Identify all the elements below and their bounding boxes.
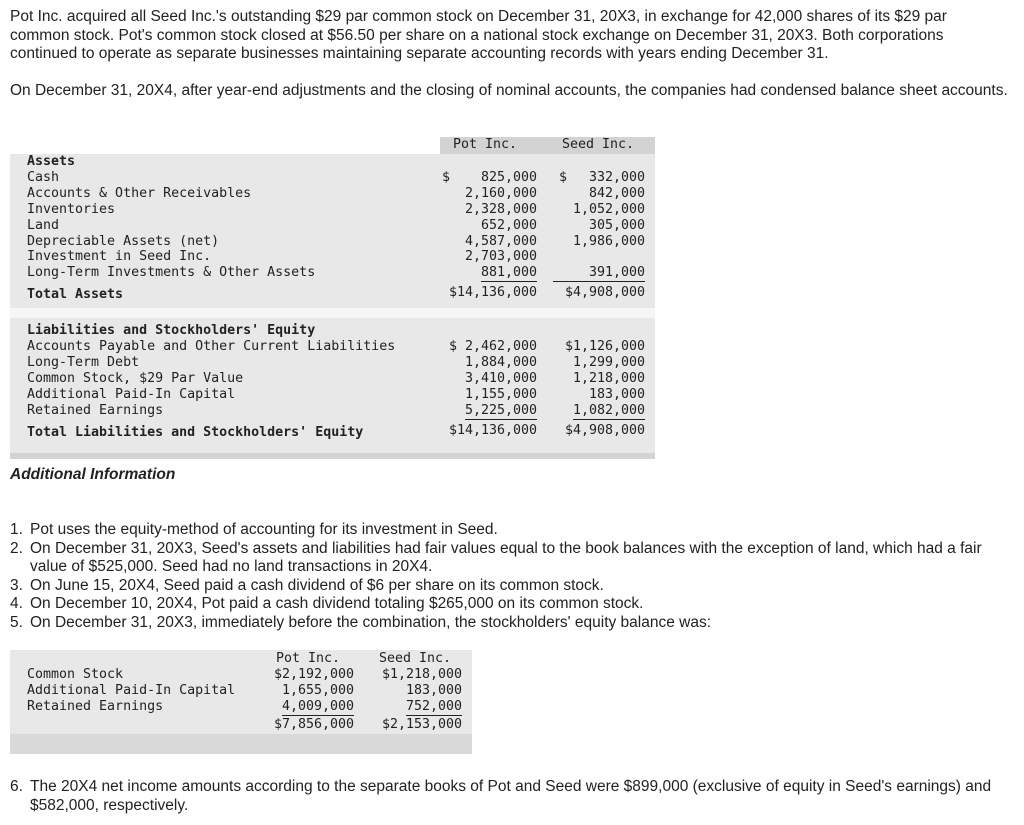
seed-value: 183,000: [405, 683, 462, 698]
pot-value: 2,160,000: [464, 186, 537, 201]
total-assets-label: Total Assets: [27, 287, 124, 302]
pot-value: 652,000: [480, 218, 537, 233]
row-label: Depreciable Assets (net): [27, 234, 220, 249]
total-liab-seed: $4,908,000: [564, 423, 645, 438]
pot-value: $ 2,462,000: [448, 339, 537, 354]
pot-value: 825,000: [480, 170, 537, 185]
list-item: 3. On June 15, 20X4, Seed paid a cash dividend of $6 per share on its common stock.: [10, 576, 604, 594]
pot-value: 4,009,000: [281, 699, 354, 714]
equity-table: [10, 650, 472, 754]
total-liab-label: Total Liabilities and Stockholders' Equity: [27, 425, 364, 440]
intro-paragraph-1: Pot Inc. acquired all Seed Inc.'s outstanding $29 par common stock on December 31, 20X3, in exchange for 42,000 shares of its $29 par common stock. Pot's common stock closed at $56.50 per share on a national stock exchange on December 31, 20X3. Both corporations continued to operate as separate businesses maintaining separate accounting records with years ending December 31.: [10, 8, 947, 62]
row-label: Investment in Seed Inc.: [27, 249, 212, 264]
seed-value: 183,000: [588, 387, 645, 402]
list-item: 5. On December 31, 20X3, immediately before the combination, the stockholders' equity balance was:: [10, 613, 712, 631]
seed-value: 1,052,000: [572, 202, 645, 217]
pot-value: 2,328,000: [464, 202, 537, 217]
seed-value: 1,218,000: [572, 371, 645, 386]
seed-value: 1,082,000: [572, 403, 645, 418]
row-label: Land: [27, 218, 60, 233]
total-assets-pot: $14,136,000: [448, 285, 537, 300]
dollar-sign: $: [559, 170, 568, 185]
row-label: Retained Earnings: [27, 699, 164, 714]
row-label: Additional Paid-In Capital: [27, 387, 236, 402]
seed-value: 1,986,000: [572, 234, 645, 249]
row-label: Retained Earnings: [27, 403, 164, 418]
total-liab-pot: $14,136,000: [448, 423, 537, 438]
seed-value: 1,299,000: [572, 355, 645, 370]
seed-value: 391,000: [553, 265, 645, 282]
liabilities-heading: Liabilities and Stockholders' Equity: [27, 323, 316, 338]
pot-value: 3,410,000: [464, 371, 537, 386]
row-label: Inventories: [27, 202, 116, 217]
pot-value: 1,655,000: [281, 683, 354, 698]
total-assets-seed: $4,908,000: [564, 285, 645, 300]
balance-sheet-table: [10, 137, 655, 459]
assets-heading: Assets: [27, 154, 76, 169]
row-label: Long-Term Debt: [27, 355, 140, 370]
total-seed: $2,153,000: [381, 717, 462, 732]
row-label: Common Stock: [27, 667, 124, 682]
seed-value: $1,218,000: [381, 667, 462, 682]
list-item: 1. Pot uses the equity-method of accounting for its investment in Seed.: [10, 521, 498, 538]
pot-value: 881,000: [480, 265, 537, 280]
pot-value: 1,884,000: [464, 355, 537, 370]
col-header-pot: Pot Inc.: [453, 137, 518, 152]
row-label: Additional Paid-In Capital: [27, 683, 236, 698]
list-item: 4. On December 10, 20X4, Pot paid a cash dividend totaling $265,000 on its common stock.: [10, 595, 644, 612]
pot-value: 2,703,000: [464, 249, 537, 264]
list-item: 2. On December 31, 20X3, Seed's assets and liabilities had fair values equal to the book balances with the exception of land, which had a fair value of $525,000. Seed had no land transactions in 20X4.: [10, 539, 982, 575]
row-label: Accounts Payable and Other Current Liabilities: [27, 339, 396, 354]
pot-value: 4,587,000: [464, 234, 537, 249]
col-header-seed: Seed Inc.: [379, 651, 452, 666]
dollar-sign: $: [442, 170, 451, 185]
row-label: Long-Term Investments & Other Assets: [27, 265, 316, 280]
seed-value: 332,000: [588, 170, 645, 185]
seed-value: 842,000: [588, 186, 645, 201]
col-header-seed: Seed Inc.: [562, 137, 635, 152]
total-pot: $7,856,000: [273, 717, 354, 732]
pot-value: 5,225,000: [464, 403, 537, 418]
row-label: Accounts & Other Receivables: [27, 186, 252, 201]
row-label: Cash: [27, 170, 60, 185]
row-label: Common Stock, $29 Par Value: [27, 371, 244, 386]
col-header-pot: Pot Inc.: [276, 651, 341, 666]
pot-value: 1,155,000: [464, 387, 537, 402]
seed-value: 752,000: [405, 699, 462, 714]
seed-value: 305,000: [588, 218, 645, 233]
additional-info-heading: Additional Information: [10, 466, 176, 483]
seed-value: $1,126,000: [564, 339, 645, 354]
note-6: 6. The 20X4 net income amounts according to the separate books of Pot and Seed were $899,000 (exclusive of equity in Seed's earnings) and $582,000, respectively.: [10, 778, 992, 814]
notes-list: [10, 521, 1010, 632]
pot-value: $2,192,000: [273, 667, 354, 682]
intro-paragraph-2: On December 31, 20X4, after year-end adjustments and the closing of nominal accounts, the companies had condensed balance sheet accounts.: [10, 82, 1008, 99]
